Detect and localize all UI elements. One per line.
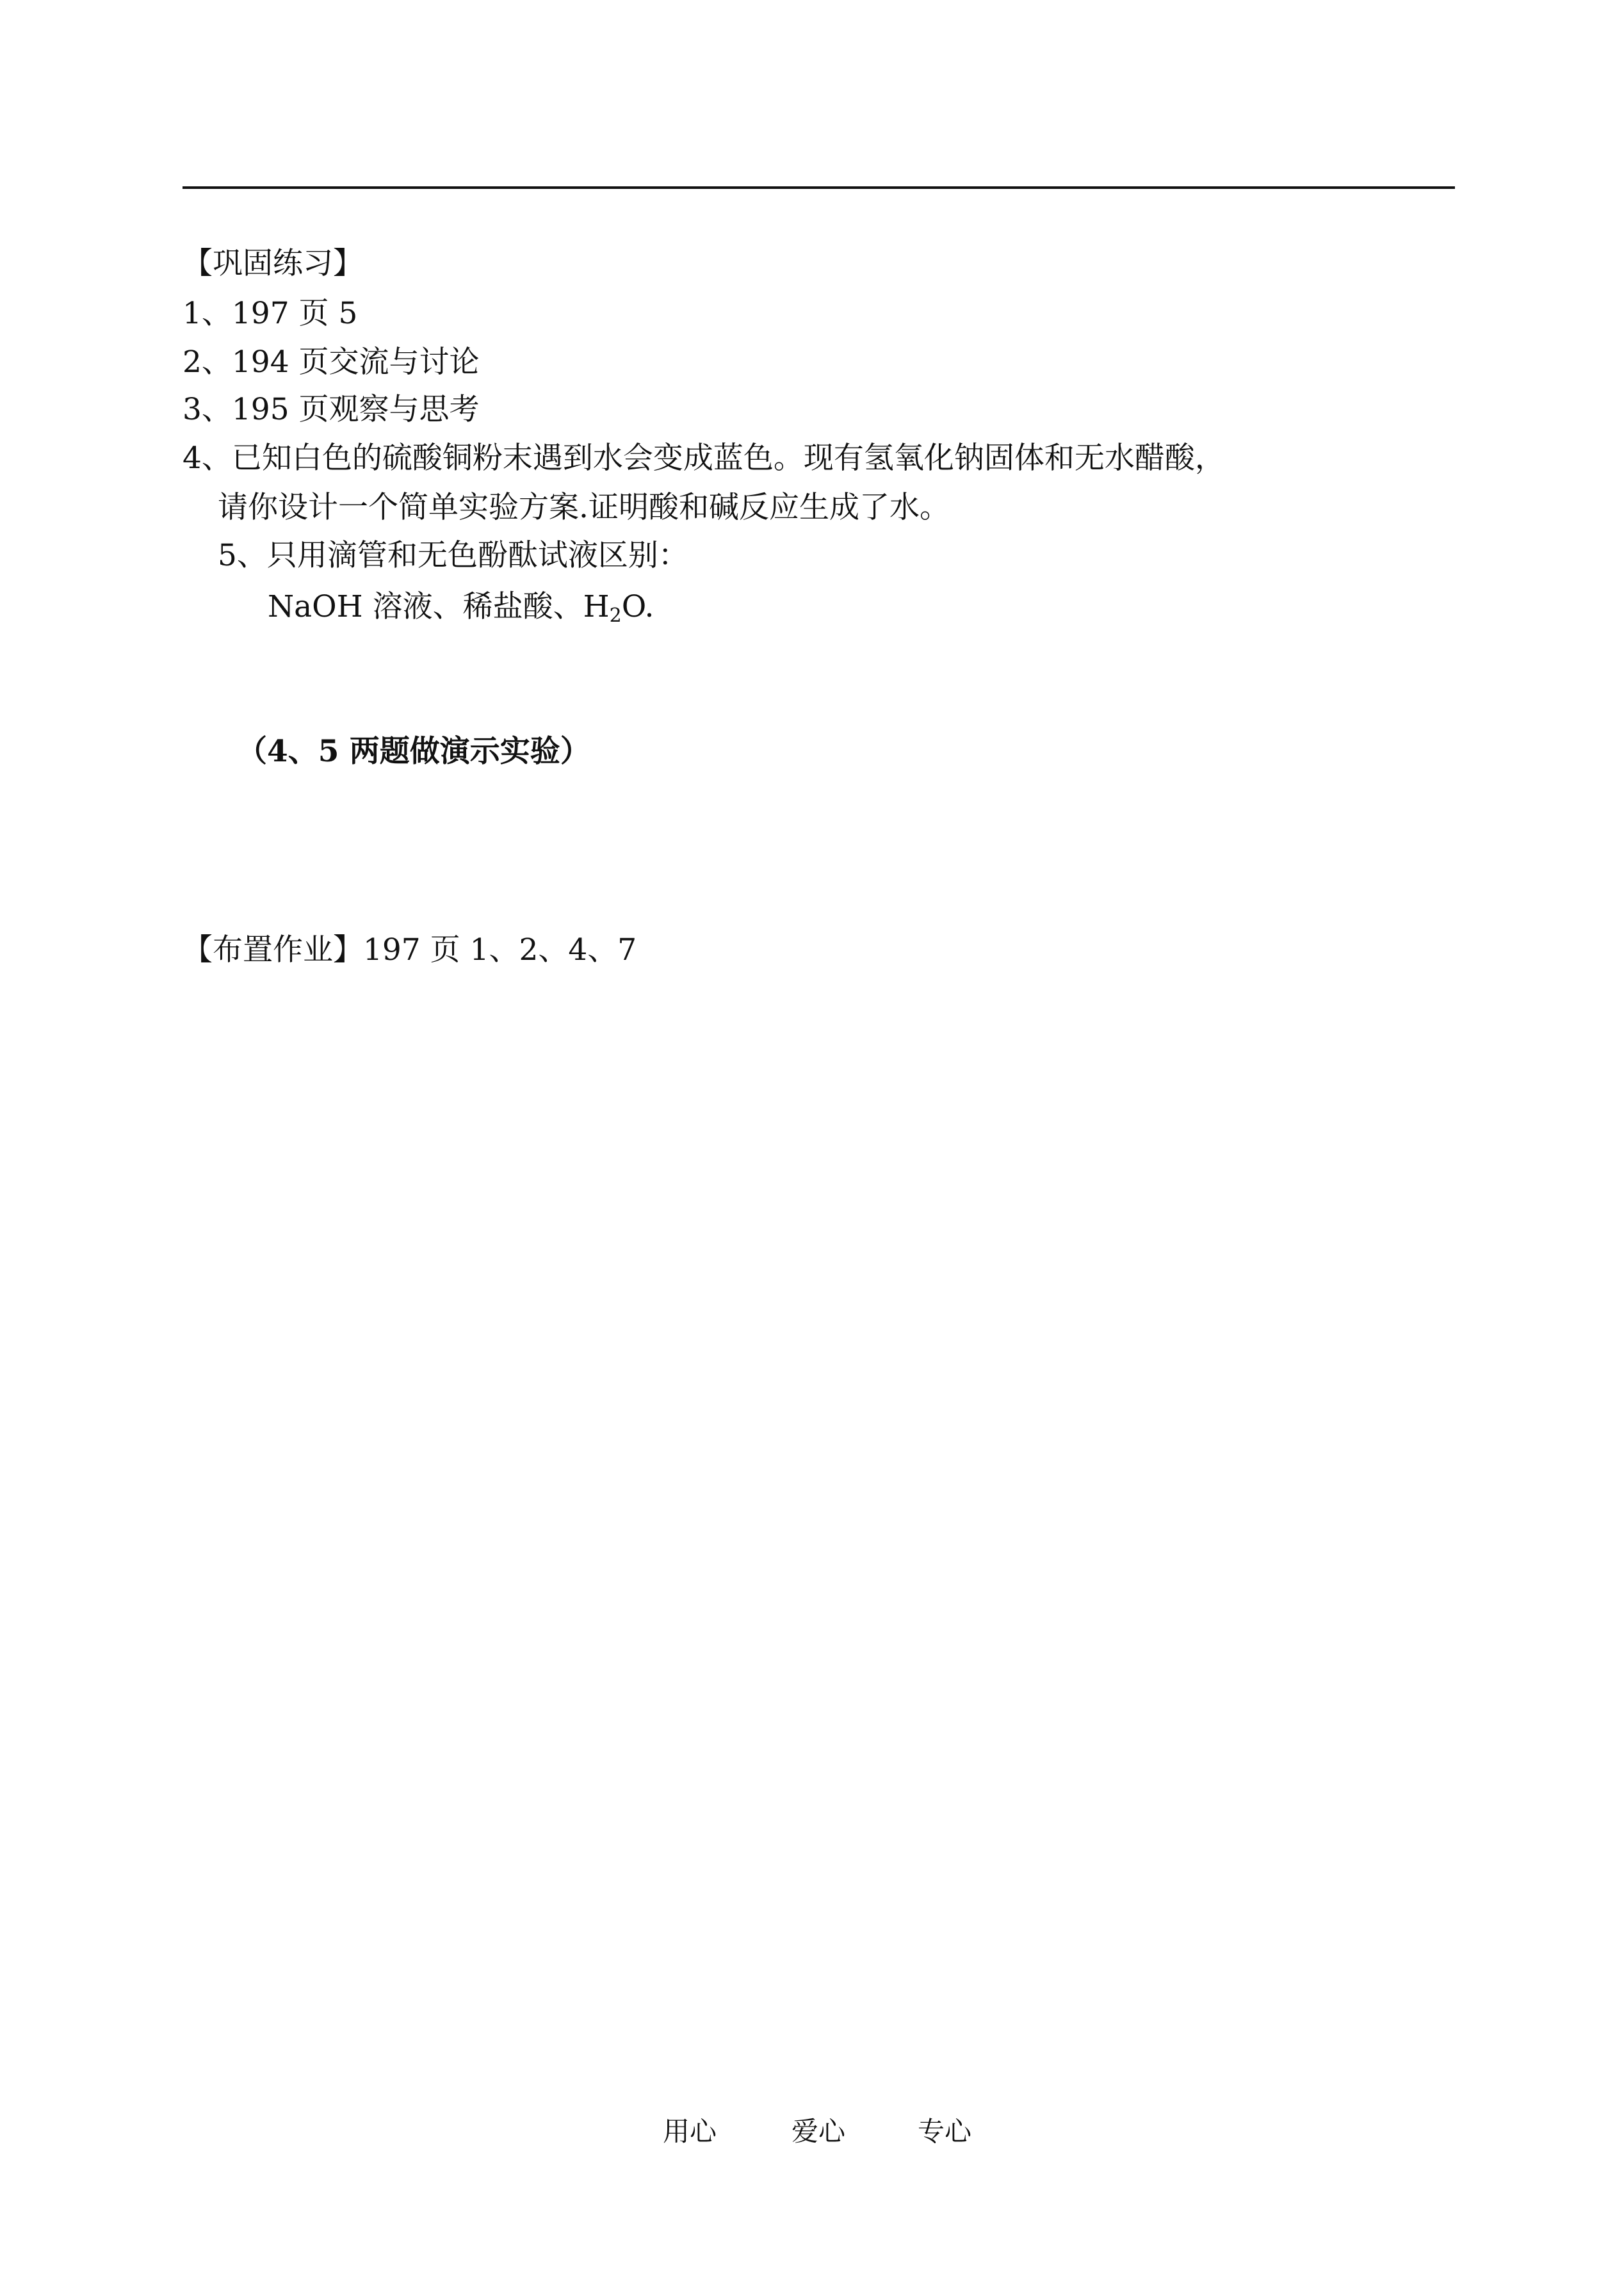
reagent-list-suffix: O. <box>621 589 654 624</box>
footer-text-3: 专心 <box>918 2116 972 2147</box>
homework-line <box>183 932 637 968</box>
reagent-list <box>268 589 654 625</box>
footer-text-2: 爱心 <box>792 2116 846 2147</box>
practice-item-4-continuation: 请你设计一个简单实验方案.证明酸和碱反应生成了水。 <box>218 490 950 525</box>
water-subscript: 2 <box>609 604 622 627</box>
section-heading-homework: 【布置作业】 <box>183 932 363 968</box>
practice-item-2: 2、194 页交流与讨论 <box>183 345 480 380</box>
footer-text-1: 用心 <box>663 2116 717 2147</box>
demo-note: （4、5 两题做演示实验） <box>237 734 590 769</box>
section-heading-practice: 【巩固练习】 <box>183 246 363 281</box>
practice-item-4: 4、已知白色的硫酸铜粉末遇到水会变成蓝色。现有氢氧化钠固体和无水醋酸， <box>183 441 1225 476</box>
practice-item-3: 3、195 页观察与思考 <box>183 392 480 427</box>
header-rule <box>183 186 1455 189</box>
reagent-list-prefix: NaOH 溶液、稀盐酸、H <box>268 589 610 624</box>
practice-item-5: 5、只用滴管和无色酚酞试液区别： <box>218 538 688 573</box>
homework-text: 197 页 1、2、4、7 <box>363 932 637 968</box>
practice-item-1: 1、197 页 5 <box>183 296 358 331</box>
